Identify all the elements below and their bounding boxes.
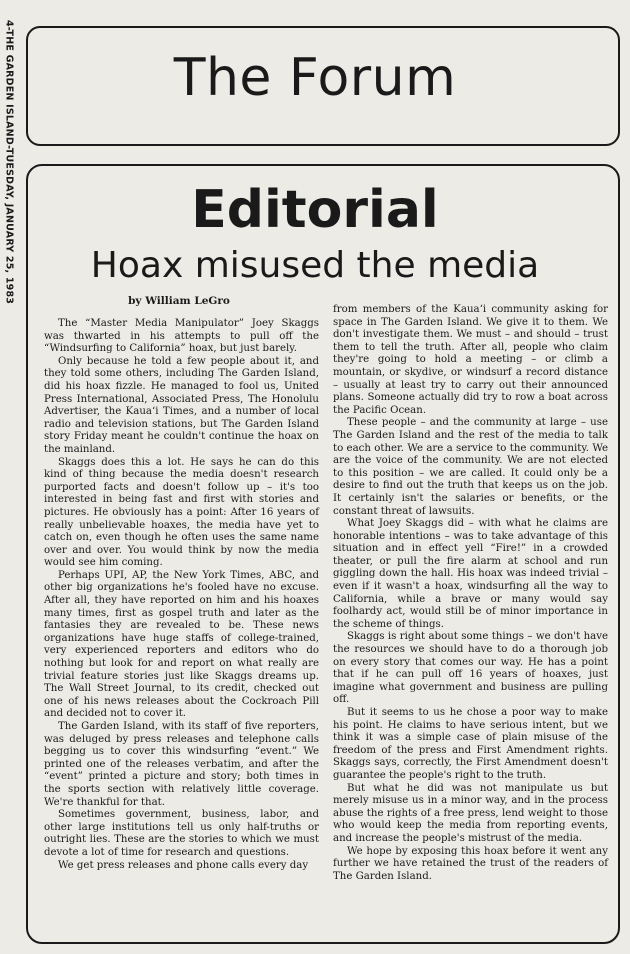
paragraph: Sometimes government, business, labor, and other large institutions tell us only half-truths or outright lies. These are the stories to which we must devote a lot of time for research and questions. xyxy=(44,809,319,858)
headline: Hoax misused the media xyxy=(90,245,540,286)
page-header-text: 4-THE GARDEN ISLAND-TUESDAY, JANUARY 25, 1983 xyxy=(3,20,15,305)
paragraph: Perhaps UPI, AP, the New York Times, ABC, and other big organizations he's fooled have no excuse. After all, they have reported on him and his hoaxes many times, first as gospel truth and later as the fantasies they are revealed to be. These news organizations have huge staffs of college-trained, very experienced reporters and editors who do nothing but look for and report on what really are trivial feature stories just like Skaggs dreams up. The Wall Street Journal, to its credit, checked out one of his news releases about the Cockroach Pill and decided not to cover it. xyxy=(44,569,319,720)
paragraph: from members of the Kaua‘i community asking for space in The Garden Island. We give it to them. We don't investigate them. We must – and should – trust them to tell the truth. After all, people who claim they're going to hold a meeting – or climb a mountain, or skydive, or windsurf a record distance – usually at least try to carry out their announced plans. Someone actually did try to row a boat across the Pacific Ocean. xyxy=(333,304,608,416)
paragraph: Only because he told a few people about it, and they told some others, including The Garden Island, did his hoax fizzle. He managed to fool us, United Press International, Associated Press, The Honolulu Advertiser, the Kaua‘i Times, and a number of local radio and television stations, but The Garden Island story Friday meant he couldn't continue the hoax on the mainland. xyxy=(44,355,319,455)
paragraph: These people – and the community at large – use The Garden Island and the rest of the media to talk to each other. We are a service to the community. We are the voice of the community. We are not elected to this position – we are called. It could only be a desire to find out the truth that keeps us on the job. It certainly isn't the salaries or benefits, or the constant threat of lawsuits. xyxy=(333,417,608,517)
article-column-right xyxy=(333,304,608,883)
article-column-left xyxy=(44,318,319,872)
paragraph: The “Master Media Manipulator” Joey Skaggs was thwarted in his attempts to pull off the “Windsurfing to California” hoax, but just barely. xyxy=(44,318,319,355)
section-title: The Forum xyxy=(173,48,457,108)
paragraph: The Garden Island, with its staff of five reporters, was deluged by press releases and telephone calls begging us to cover this windsurfing “event.” We printed one of the releases verbatim, and after the “event” printed a picture and story; both times in the sports section with relatively little coverage. We're thankful for that. xyxy=(44,721,319,808)
byline: by William LeGro xyxy=(128,295,230,307)
paragraph: What Joey Skaggs did – with what he claims are honorable intentions – was to take advantage of this situation and in effect yell “Fire!” in a crowded theater, or pull the fire alarm at school and run giggling down the hall. His hoax was indeed trivial – even if it wasn't a hoax, windsurfing all the way to California, while a brave or many would say foolhardy act, would still be of minor importance in the scheme of things. xyxy=(333,518,608,630)
paragraph: Skaggs is right about some things – we don't have the resources we should have to do a thorough job on every story that comes our way. He has a point that if he can pull off 16 years of hoaxes, just imagine what government and business are pulling off. xyxy=(333,631,608,706)
editorial-label: Editorial xyxy=(191,180,439,240)
paragraph: But it seems to us he chose a poor way to make his point. He claims to have serious intent, but we think it was a simple case of plain misuse of the freedom of the press and First Amendment rights. Skaggs says, correctly, the First Amendment doesn't guarantee the people's right to the truth. xyxy=(333,707,608,781)
paragraph: We hope by exposing this hoax before it went any further we have retained the trust of the readers of The Garden Island. xyxy=(333,845,608,882)
paragraph: We get press releases and phone calls every day xyxy=(58,859,309,871)
paragraph: But what he did was not manipulate us but merely misuse us in a minor way, and in the process abuse the rights of a free press, lend weight to those who would keep the media from reporting events, and increase the people's mistrust of the media. xyxy=(333,782,608,844)
paragraph: Skaggs does this a lot. He says he can do this kind of thing because the media doesn't research purported facts and doesn't follow up – it's too interested in being fast and first with stories and pictures. He obviously has a point: After 16 years of really unbelievable hoaxes, the media have yet to catch on, even though he often uses the same name over and over. You would think by now the media would see him coming. xyxy=(44,456,319,569)
